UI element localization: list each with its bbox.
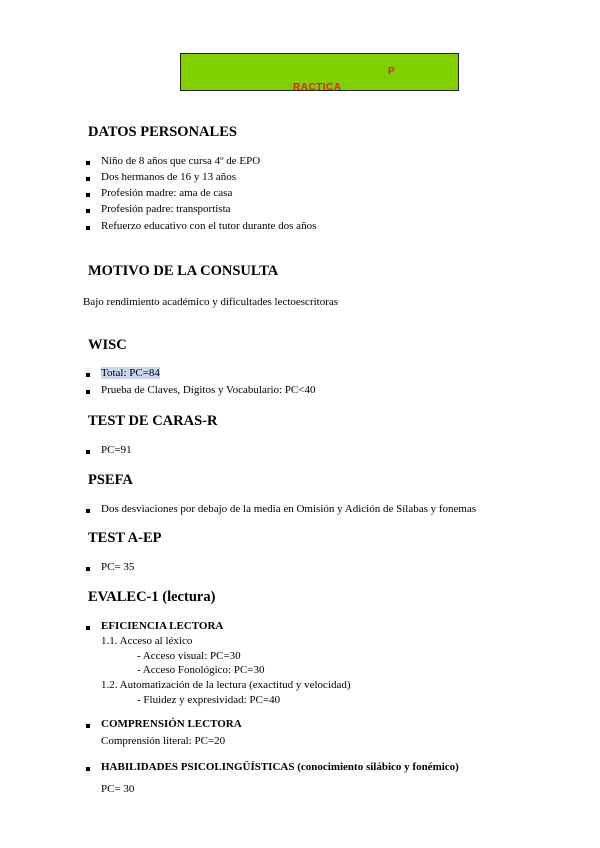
- banner-text: RACTICA: [293, 82, 342, 91]
- section-title-evalec: EVALEC-1 (lectura): [88, 589, 216, 605]
- subsection-item: 1.1. Acceso al léxico: [101, 635, 193, 647]
- section-title-psefa: PSEFA: [88, 472, 133, 488]
- section-title-datos: DATOS PERSONALES: [88, 124, 237, 140]
- subsection-item: Comprensión literal: PC=20: [101, 735, 226, 747]
- subsection-label: COMPRENSIÓN LECTORA: [101, 718, 242, 730]
- subsection-item: 1.2. Automatización de la lectura (exactitud y velocidad): [101, 679, 351, 691]
- bullet: [86, 193, 90, 197]
- bullet: [86, 226, 90, 230]
- bullet: [86, 373, 90, 377]
- bullet: [86, 177, 90, 181]
- list-item: Niño de 8 años que cursa 4º de EPO: [101, 155, 261, 167]
- list-item-selected: Total: PC=84: [101, 367, 160, 379]
- bullet: [86, 567, 90, 571]
- section-title-caras: TEST DE CARAS-R: [88, 413, 218, 429]
- title-banner: [180, 53, 459, 91]
- list-item: Dos desviaciones por debajo de la media en Omisión y Adición de Sílabas y fonemas: [101, 503, 477, 515]
- bullet: [86, 209, 90, 213]
- list-item: PC= 35: [101, 561, 135, 573]
- subsection-subitem: - Fluidez y expresividad: PC=40: [137, 694, 281, 706]
- bullet: [86, 767, 90, 771]
- section-title-wisc: WISC: [88, 337, 127, 353]
- bullet: [86, 724, 90, 728]
- bullet: [86, 626, 90, 630]
- bullet: [86, 390, 90, 394]
- section-title-aep: TEST A-EP: [88, 530, 162, 546]
- paragraph: Bajo rendimiento académico y dificultades lectoescritoras: [83, 296, 339, 308]
- list-item: Profesión padre: transportista: [101, 203, 231, 215]
- subsection-label: HABILIDADES PSICOLINGÜÍSTICAS (conocimiento silábico y fonémico): [101, 761, 459, 773]
- bullet: [86, 161, 90, 165]
- list-item: Prueba de Claves, Dígitos y Vocabulario: PC<40: [101, 384, 316, 396]
- bullet: [86, 509, 90, 513]
- list-item: Profesión madre: ama de casa: [101, 187, 233, 199]
- banner-letter: P: [388, 66, 395, 77]
- list-item: PC=91: [101, 444, 132, 456]
- subsection-subitem: - Acceso visual: PC=30: [137, 650, 241, 662]
- subsection-item: PC= 30: [101, 783, 135, 795]
- subsection-subitem: - Acceso Fonológico: PC=30: [137, 664, 265, 676]
- subsection-label: EFICIENCIA LECTORA: [101, 620, 224, 632]
- section-title-motivo: MOTIVO DE LA CONSULTA: [88, 263, 279, 279]
- bullet: [86, 450, 90, 454]
- list-item: Dos hermanos de 16 y 13 años: [101, 171, 237, 183]
- list-item: Refuerzo educativo con el tutor durante dos años: [101, 220, 317, 232]
